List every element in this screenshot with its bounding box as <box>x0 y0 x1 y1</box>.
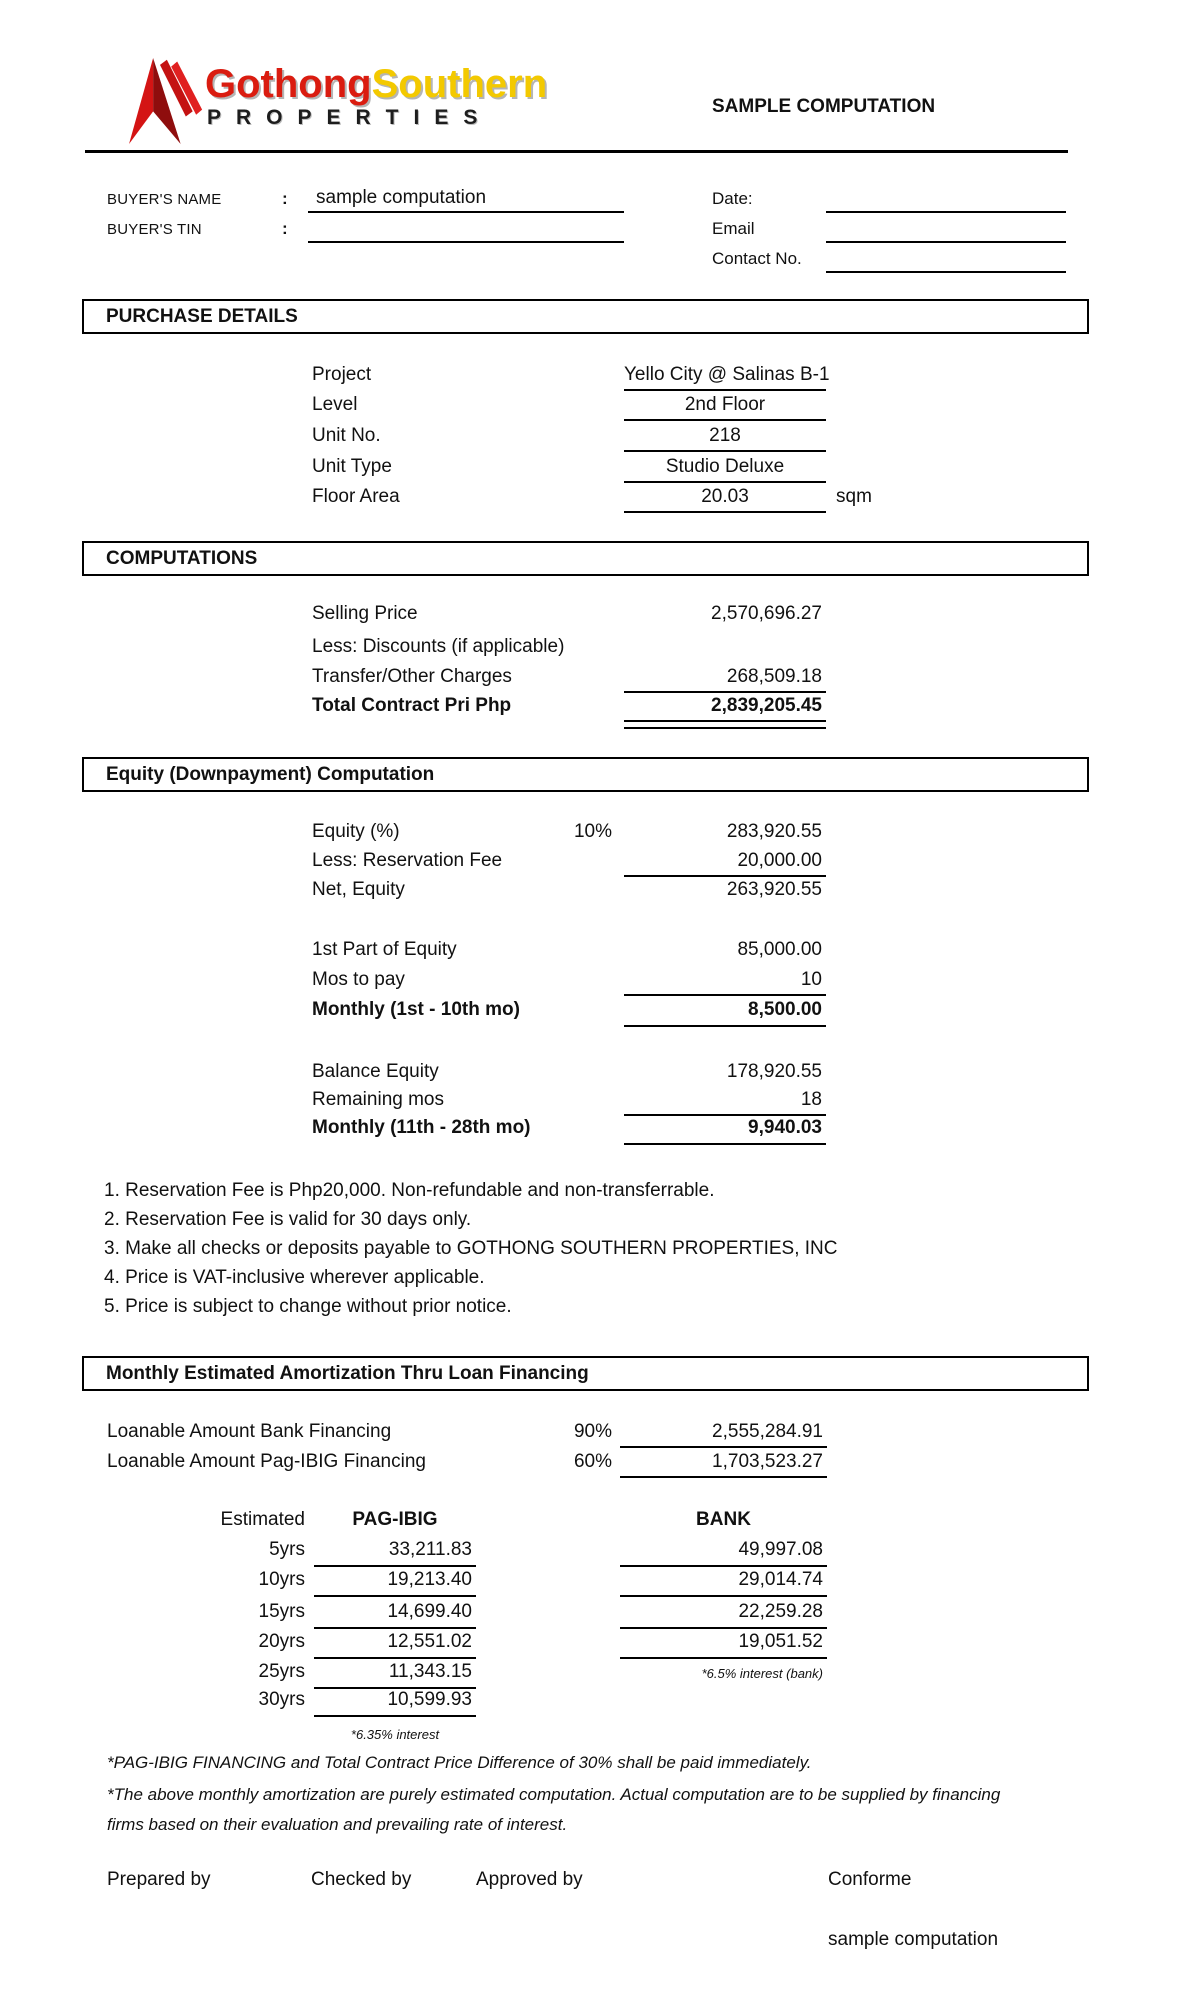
amort-bank-value: 19,051.52 <box>738 1631 823 1652</box>
equity-monthly-value: 9,940.03 <box>748 1117 822 1138</box>
underline <box>620 1627 827 1629</box>
buyer-tin-field-line[interactable] <box>308 241 624 243</box>
equity-row-value: 85,000.00 <box>737 939 822 960</box>
purchase-row-label: Unit No. <box>312 425 381 446</box>
date-field-line[interactable] <box>826 211 1066 213</box>
equity-monthly-label: Monthly (1st - 10th mo) <box>312 999 520 1020</box>
computation-row-value: 2,570,696.27 <box>711 603 822 624</box>
amort-years: 5yrs <box>269 1539 305 1560</box>
equity-row-value: 263,920.55 <box>726 879 822 900</box>
equity-percent: 10% <box>573 821 612 842</box>
equity-monthly-value: 8,500.00 <box>748 999 822 1020</box>
equity-row-value: 178,920.55 <box>726 1061 822 1082</box>
section-loan-financing <box>82 1356 1089 1391</box>
purchase-row-value: 218 <box>709 425 741 446</box>
amort-pagibig-value: 19,213.40 <box>387 1569 472 1590</box>
section-loan-financing-title: Monthly Estimated Amortization Thru Loan Financing <box>106 1362 589 1384</box>
underline <box>314 1657 476 1659</box>
underline <box>620 1657 827 1659</box>
section-computations <box>82 541 1089 576</box>
loanable-pagibig-pct: 60% <box>573 1451 612 1472</box>
buyer-name-label: BUYER'S NAME <box>107 191 222 208</box>
buyer-tin-label: BUYER'S TIN <box>107 221 202 238</box>
note-item: 1. Reservation Fee is Php20,000. Non-refundable and non-transferrable. <box>104 1180 715 1201</box>
equity-row-label: Mos to pay <box>312 969 405 990</box>
equity-row-value: 18 <box>800 1089 822 1110</box>
purchase-row-value: 20.03 <box>701 486 749 507</box>
amort-pagibig-value: 11,343.15 <box>388 1661 472 1682</box>
amort-col-estimated: Estimated <box>220 1509 305 1530</box>
amort-bank-value: 49,997.08 <box>738 1539 823 1560</box>
equity-row-label: Equity (%) <box>312 821 400 842</box>
computation-row-label: Selling Price <box>312 603 418 624</box>
section-purchase-details <box>82 299 1089 334</box>
amort-years: 30yrs <box>258 1689 305 1710</box>
amort-pagibig-value: 10,599.93 <box>387 1689 472 1710</box>
underline <box>624 1025 826 1027</box>
equity-row-value: 10 <box>800 969 822 990</box>
purchase-row-value: 2nd Floor <box>684 394 766 415</box>
underline <box>624 511 826 513</box>
underline <box>620 1595 827 1597</box>
equity-monthly-label: Monthly (11th - 28th mo) <box>312 1117 531 1138</box>
amort-pagibig-value: 12,551.02 <box>387 1631 472 1652</box>
email-label: Email <box>712 219 755 238</box>
checked-by-label: Checked by <box>311 1869 412 1890</box>
amort-bank-value: 22,259.28 <box>738 1601 823 1622</box>
underline <box>620 1446 827 1448</box>
total-contract-label: Total Contract Pri Php <box>312 695 512 716</box>
amort-pagibig-value: 33,211.83 <box>388 1539 472 1560</box>
underline <box>624 481 826 483</box>
approved-by-label: Approved by <box>476 1869 583 1890</box>
bank-interest-note: *6.5% interest (bank) <box>701 1666 823 1681</box>
underline <box>314 1627 476 1629</box>
logo-wordmark <box>205 62 547 106</box>
purchase-row-label: Floor Area <box>312 486 400 507</box>
buyer-name-colon: : <box>282 189 288 208</box>
purchase-row-value: Studio Deluxe <box>665 456 785 477</box>
amort-pagibig-value: 14,699.40 <box>387 1601 472 1622</box>
underline <box>620 1565 827 1567</box>
amort-years: 25yrs <box>258 1661 305 1682</box>
underline <box>314 1595 476 1597</box>
computation-row-label: Less: Discounts (if applicable) <box>312 636 565 657</box>
page-title: SAMPLE COMPUTATION <box>712 96 936 117</box>
financing-footnote: *PAG-IBIG FINANCING and Total Contract Price Difference of 30% shall be paid immediately. <box>107 1753 812 1772</box>
underline <box>314 1565 476 1567</box>
equity-row-label: 1st Part of Equity <box>312 939 457 960</box>
loanable-pagibig-value: 1,703,523.27 <box>712 1451 823 1472</box>
note-item: 5. Price is subject to change without prior notice. <box>104 1296 512 1317</box>
amort-years: 20yrs <box>258 1631 305 1652</box>
buyer-name-field-line[interactable] <box>308 211 624 213</box>
note-item: 3. Make all checks or deposits payable to GOTHONG SOUTHERN PROPERTIES, INC <box>104 1238 838 1259</box>
section-equity-title: Equity (Downpayment) Computation <box>106 763 435 785</box>
pagibig-interest-note: *6.35% interest <box>350 1727 440 1742</box>
financing-footnote: firms based on their evaluation and prevailing rate of interest. <box>107 1815 568 1834</box>
section-computations-title: COMPUTATIONS <box>106 547 258 569</box>
logo-word-southern: Southern <box>371 62 548 106</box>
equity-row-value: 283,920.55 <box>726 821 822 842</box>
equity-row-label: Balance Equity <box>312 1061 439 1082</box>
prepared-by-label: Prepared by <box>107 1869 211 1890</box>
section-purchase-details-title: PURCHASE DETAILS <box>106 305 298 327</box>
underline <box>624 419 826 421</box>
underline <box>624 389 826 391</box>
financing-footnote: *The above monthly amortization are purely estimated computation. Actual computation are to be supplied by financing <box>107 1785 1001 1804</box>
email-field-line[interactable] <box>826 241 1066 243</box>
amort-col-bank: BANK <box>696 1509 751 1530</box>
underline <box>624 450 826 452</box>
buyer-name-value[interactable]: sample computation <box>316 187 487 208</box>
buyer-tin-colon: : <box>282 219 288 238</box>
underline <box>624 1143 826 1145</box>
equity-row-value: 20,000.00 <box>737 850 822 871</box>
purchase-row-value: Yello City @ Salinas B-1 <box>624 364 830 385</box>
logo-properties-text: PROPERTIES <box>207 106 493 129</box>
logo-arrow-icon <box>116 58 204 144</box>
equity-row-label: Net, Equity <box>312 879 405 900</box>
loanable-bank-value: 2,555,284.91 <box>712 1421 823 1442</box>
amort-bank-value: 29,014.74 <box>738 1569 823 1590</box>
equity-row-label: Less: Reservation Fee <box>312 850 503 871</box>
note-item: 4. Price is VAT-inclusive wherever applicable. <box>104 1267 485 1288</box>
underline <box>624 994 826 996</box>
underline <box>620 1476 827 1478</box>
purchase-row-label: Level <box>312 394 358 415</box>
amort-col-pagibig: PAG-IBIG <box>352 1509 438 1530</box>
loanable-bank-pct: 90% <box>573 1421 612 1442</box>
loanable-pagibig-label: Loanable Amount Pag-IBIG Financing <box>107 1451 426 1472</box>
floor-area-unit: sqm <box>836 486 872 507</box>
header-rule <box>85 150 1068 153</box>
contact-field-line[interactable] <box>826 271 1066 273</box>
conforme-name: sample computation <box>828 1929 999 1950</box>
computation-row-label: Transfer/Other Charges <box>312 666 512 687</box>
purchase-row-label: Unit Type <box>312 456 392 477</box>
logo-word-gothong: Gothong <box>205 62 372 106</box>
underline <box>624 691 826 693</box>
amort-years: 10yrs <box>258 1569 305 1590</box>
computation-row-value: 268,509.18 <box>726 666 822 687</box>
total-contract-value: 2,839,205.45 <box>711 695 822 716</box>
underline <box>624 875 826 877</box>
note-item: 2. Reservation Fee is valid for 30 days only. <box>104 1209 472 1230</box>
purchase-row-label: Project <box>312 364 372 385</box>
section-equity <box>82 757 1089 792</box>
loanable-bank-label: Loanable Amount Bank Financing <box>107 1421 392 1442</box>
underline <box>314 1715 476 1717</box>
double-underline <box>624 720 826 729</box>
conforme-label: Conforme <box>828 1869 912 1890</box>
date-label: Date: <box>712 189 753 208</box>
contact-label: Contact No. <box>712 249 802 268</box>
equity-row-label: Remaining mos <box>312 1089 444 1110</box>
amort-years: 15yrs <box>258 1601 305 1622</box>
